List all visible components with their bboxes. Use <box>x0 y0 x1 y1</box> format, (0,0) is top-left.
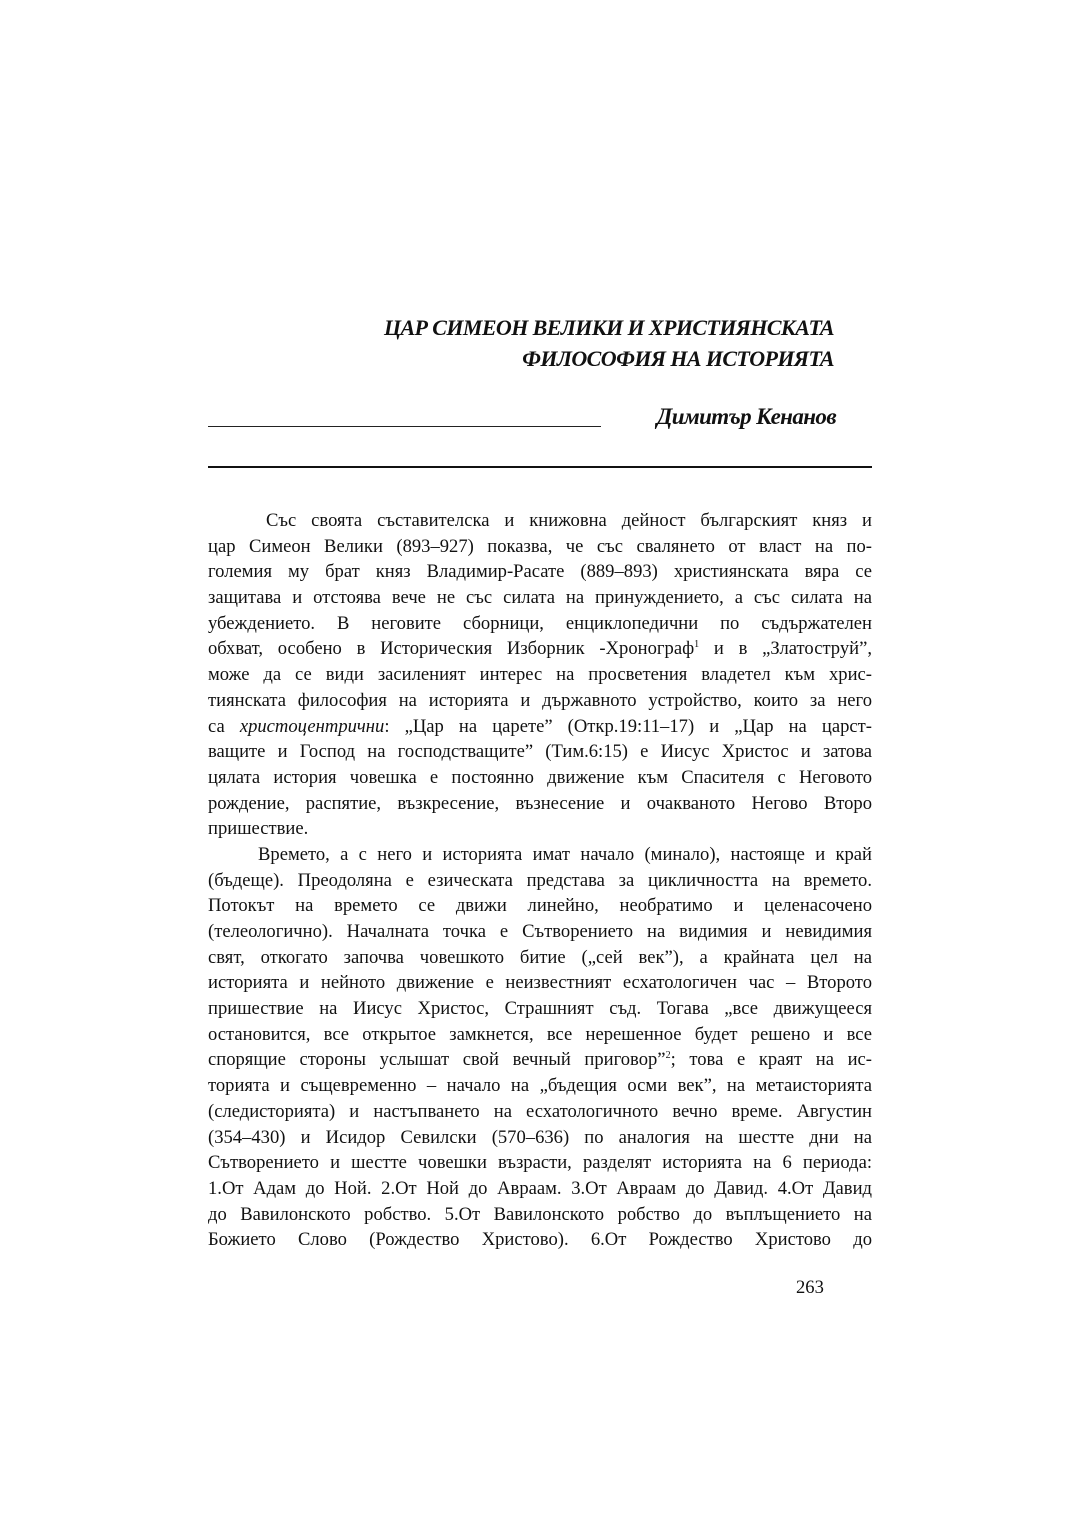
text-line: (телеологично). Началната точка е Сътворението на видимия и невидимия <box>208 921 872 942</box>
text-line: Сътворението и шестте човешки възрасти, разделят историята на 6 периода: <box>208 1152 872 1174</box>
text-line: Потокът на времето се движи линейно, необратимо и целенасочено <box>208 895 872 917</box>
article-title <box>384 312 834 374</box>
text-line <box>208 714 872 740</box>
text-line: 1.От Адам до Ной. 2.От Ной до Авраам. 3.От Авраам до Давид. 4.От Давид <box>208 1177 872 1199</box>
text-line: големия му брат княз Владимир-Расате (889–893) християнската вяра се <box>208 561 872 583</box>
text-span: спорящие стороны услышат свой вечный приговор” <box>208 1049 666 1071</box>
text-line: убеждението. В неговите сборници, енциклопедични по съдържателен <box>208 612 872 634</box>
text-line: Времето, а с него и историята имат начало (минало), настояще и край <box>258 843 872 865</box>
footnote-ref-1[interactable]: 1 <box>694 639 700 651</box>
text-line: (354–430) и Исидор Севилски (570–636) по аналогия на шестте дни на <box>208 1126 872 1148</box>
author-name: Димитър Кенанов <box>656 404 836 429</box>
text-line: торията и същевременно – начало на „бъдещия осми век”, на метаисторията <box>208 1075 872 1097</box>
text-line: (бъдеще). Преодоляна е езическата представа за цикличността на времето. <box>208 869 872 891</box>
text-span: обхват, особено в Историческия Изборник -Хронограф <box>208 638 695 660</box>
text-line: тиянската философия на историята и държавното устройство, които за него <box>208 689 872 711</box>
text-line: пришествие. <box>208 818 309 840</box>
text-line <box>208 636 872 662</box>
text-line: Със своята съставителска и книжовна дейност българският княз и <box>266 510 872 531</box>
text-line: цар Симеон Велики (893–927) показва, че със свалянето от власт на по- <box>208 535 872 557</box>
text-line: пришествие на Иисус Христос, Страшният съд. Тогава „все движущееся <box>208 998 872 1020</box>
footnote-ref-2[interactable]: 2 <box>665 1050 671 1062</box>
text-line: Божието Слово (Рождество Христово). 6.От Рождество Христово до <box>208 1229 872 1251</box>
text-line: до Вавилонското робство. 5.От Вавилонското робство до въплъщението на <box>208 1203 872 1225</box>
text-span: : „Цар на царете” (Откр.19:11–17) и „Цар на царст- <box>384 715 872 737</box>
text-line: (следисторията) и настъпването на есхатологичното вечно време. Августин <box>208 1100 872 1122</box>
page-number: 263 <box>796 1277 824 1298</box>
text-span: са <box>208 715 240 737</box>
text-line: историята и нейното движение е неизвестният есхатологичен час – Второто <box>208 972 872 994</box>
text-line <box>208 1047 872 1073</box>
section-divider <box>208 466 872 468</box>
text-line: рождение, распятие, възкресение, възнесение и очакваното Негово Второ <box>208 792 872 814</box>
text-span: ; това е краят на ис- <box>670 1049 872 1071</box>
text-line: свят, откогато започва човешкото битие („сей век”), а крайната цел на <box>208 946 872 968</box>
text-line: защитава и отстоява вече не със силата на принуждението, а със силата на <box>208 587 872 609</box>
body-text <box>208 508 872 1253</box>
author-rule <box>208 426 601 427</box>
text-line: ващите и Господ на господстващите” (Тим.6:15) е Иисус Христос и затова <box>208 741 872 763</box>
text-span: и в „Златоструй”, <box>699 638 873 660</box>
text-line: цялата история човешка е постоянно движение към Спасителя с Неговото <box>208 766 872 788</box>
italic-term: христоцентрични <box>239 715 385 737</box>
title-line-1: ЦАР СИМЕОН ВЕЛИКИ И ХРИСТИЯНСКАТА <box>383 315 834 340</box>
text-line: може да се види засиленият интерес на просветения владетел към хрис- <box>208 664 872 686</box>
text-line: остановится, все открытое замкнется, все нерешенное будет решено и все <box>208 1023 872 1045</box>
title-line-2: ФИЛОСОФИЯ НА ИСТОРИЯТА <box>522 346 834 371</box>
